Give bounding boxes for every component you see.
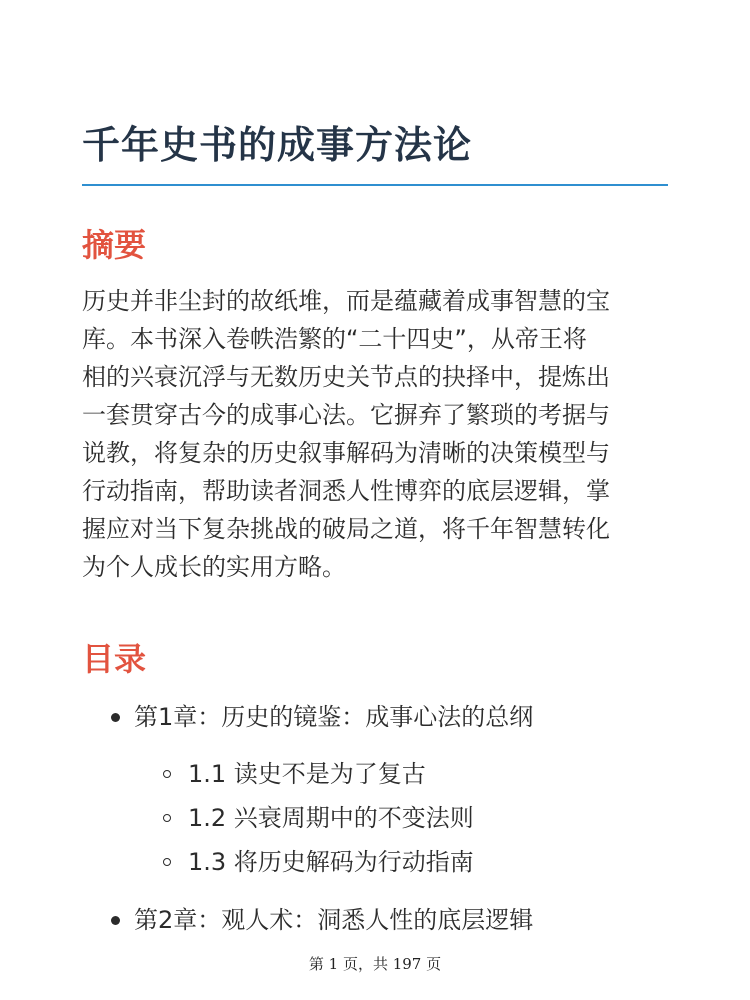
abstract-line: 行动指南，帮助读者洞悉人性博弈的底层逻辑，掌 (82, 477, 610, 505)
abstract-line: 说教，将复杂的历史叙事解码为清晰的决策模型与 (82, 439, 610, 467)
abstract-line: 历史并非尘封的故纸堆，而是蕴藏着成事智慧的宝 (82, 287, 610, 315)
abstract-heading: 摘要 (82, 226, 147, 264)
abstract-line: 一套贯穿古今的成事心法。它摒弃了繁琐的考据与 (82, 401, 610, 429)
bullet-circle-icon (163, 770, 171, 778)
toc-heading: 目录 (82, 640, 147, 678)
toc-chapter-2[interactable]: 第2章：观人术：洞悉人性的底层逻辑 (134, 906, 534, 934)
document-title: 千年史书的成事方法论 (82, 123, 473, 167)
abstract-line: 为个人成长的实用方略。 (82, 553, 346, 581)
title-divider (82, 184, 668, 186)
bullet-circle-icon (163, 858, 171, 866)
abstract-paragraph (82, 282, 672, 586)
abstract-line: 握应对当下复杂挑战的破局之道，将千年智慧转化 (82, 515, 610, 543)
bullet-disc-icon (111, 713, 120, 722)
toc-section-1-1[interactable]: 1.1 读史不是为了复古 (188, 760, 426, 788)
abstract-line: 相的兴衰沉浮与无数历史关节点的抉择中，提炼出 (82, 363, 610, 391)
bullet-disc-icon (111, 916, 120, 925)
toc-chapter-1[interactable]: 第1章：历史的镜鉴：成事心法的总纲 (134, 703, 534, 731)
toc-section-1-2[interactable]: 1.2 兴衰周期中的不变法则 (188, 804, 474, 832)
toc-section-1-3[interactable]: 1.3 将历史解码为行动指南 (188, 848, 474, 876)
abstract-line: 库。本书深入卷帙浩繁的“二十四史”，从帝王将 (82, 325, 587, 353)
bullet-circle-icon (163, 814, 171, 822)
page-number: 第 1 页，共 197 页 (308, 955, 442, 973)
